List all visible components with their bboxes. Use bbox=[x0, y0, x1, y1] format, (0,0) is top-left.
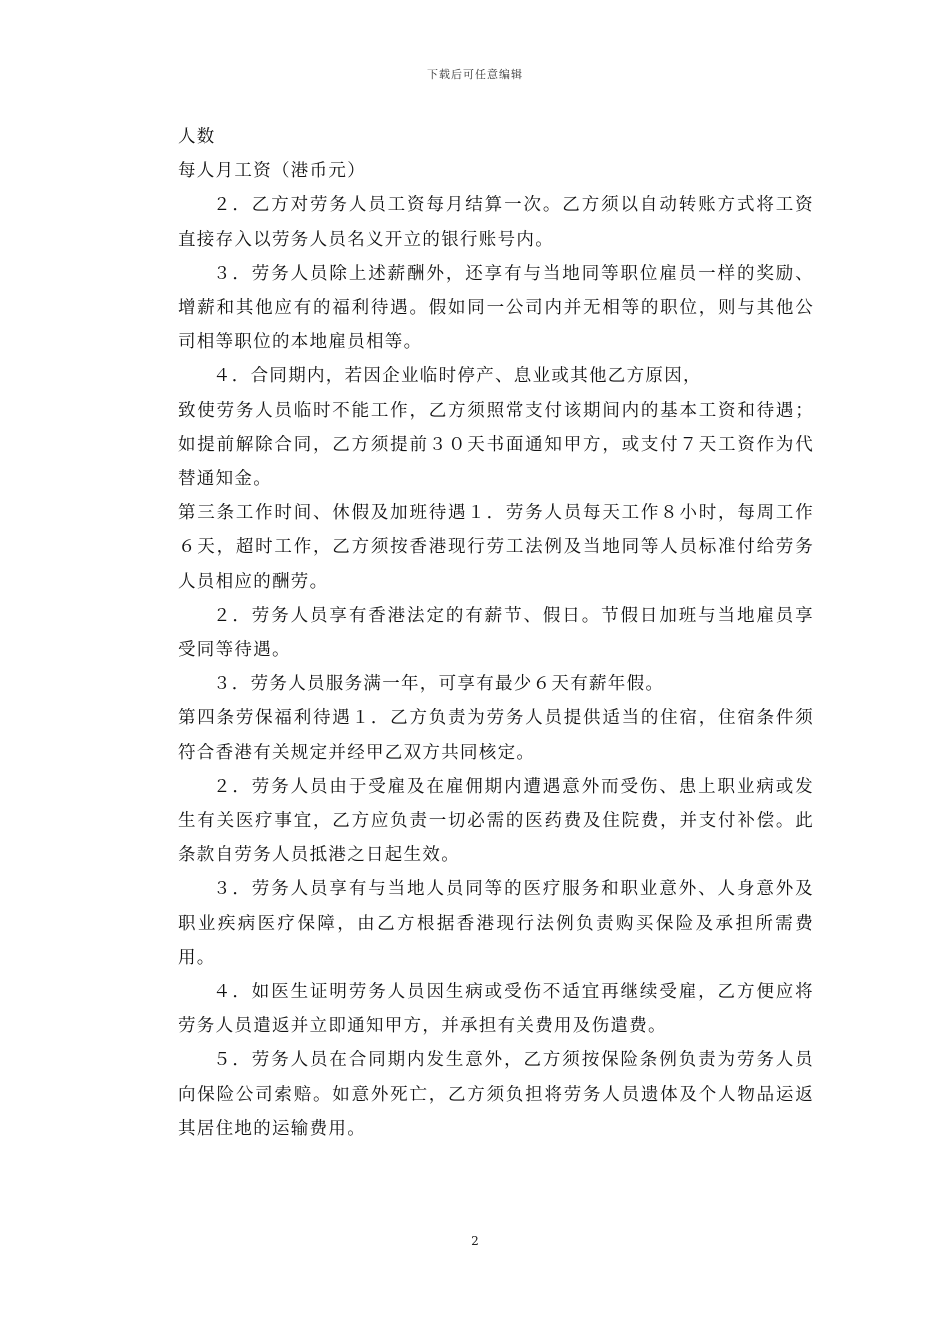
paragraph-medical: ３．劳务人员享有与当地人员同等的医疗服务和职业意外、人身意外及职业疾病医疗保障，由乙方根据香港现行法例负责购买保险及承担所需费用。 bbox=[178, 879, 814, 968]
paragraph-annual-leave: ３．劳务人员服务满一年，可享有最少６天有薪年假。 bbox=[213, 674, 665, 695]
paragraph-article-three: 第三条工作时间、休假及加班待遇１．劳务人员每天工作８小时，每周工作６天，超时工作，乙方须按香港现行劳工法例及当地同等人员标准付给劳务人员相应的酬劳。 bbox=[178, 503, 814, 592]
document-body bbox=[178, 120, 814, 1146]
paragraph-suspension: ４．合同期内，若因企业临时停产、息业或其他乙方原因， bbox=[213, 366, 702, 387]
paragraph-headcount: 人数 bbox=[178, 127, 216, 147]
paragraph-injury: ２．劳务人员由于受雇及在雇佣期内遭遇意外而受伤、患上职业病或发生有关医疗事宜，乙方应负责一切必需的医药费及住院费，并支付补偿。此条款自劳务人员抵港之日起生效。 bbox=[178, 776, 814, 866]
header-note: 下载后可任意编辑 bbox=[427, 68, 523, 81]
page-number: 2 bbox=[471, 1234, 479, 1248]
paragraph-benefits: ３．劳务人员除上述薪酬外，还享有与当地同等职位雇员一样的奖励、增薪和其他应有的福利待遇。假如同一公司内并无相等的职位，则与其他公司相等职位的本地雇员相等。 bbox=[178, 263, 814, 353]
paragraph-suspension-continued: 致使劳务人员临时不能工作，乙方须照常支付该期间内的基本工资和待遇；如提前解除合同，乙方须提前３０天书面通知甲方，或支付７天工资作为代替通知金。 bbox=[178, 400, 814, 490]
paragraph-monthly-wage: 每人月工资（港币元） bbox=[178, 161, 366, 182]
paragraph-holidays: ２．劳务人员享有香港法定的有薪节、假日。节假日加班与当地雇员享受同等待遇。 bbox=[178, 605, 814, 661]
paragraph-article-four: 第四条劳保福利待遇１．乙方负责为劳务人员提供适当的住宿，住宿条件须符合香港有关规定并经甲乙双方共同核定。 bbox=[178, 708, 814, 763]
paragraph-insurance-claim: ５．劳务人员在合同期内发生意外，乙方须按保险条例负责为劳务人员向保险公司索赔。如意外死亡，乙方须负担将劳务人员遗体及个人物品运返其居住地的运输费用。 bbox=[178, 1050, 814, 1139]
paragraph-wage-settlement: ２．乙方对劳务人员工资每月结算一次。乙方须以自动转账方式将工资直接存入以劳务人员名义开立的银行账号内。 bbox=[178, 195, 814, 250]
paragraph-repatriation: ４．如医生证明劳务人员因生病或受伤不适宜再继续受雇，乙方便应将劳务人员遣返并立即通知甲方，并承担有关费用及伤遣费。 bbox=[178, 982, 814, 1037]
